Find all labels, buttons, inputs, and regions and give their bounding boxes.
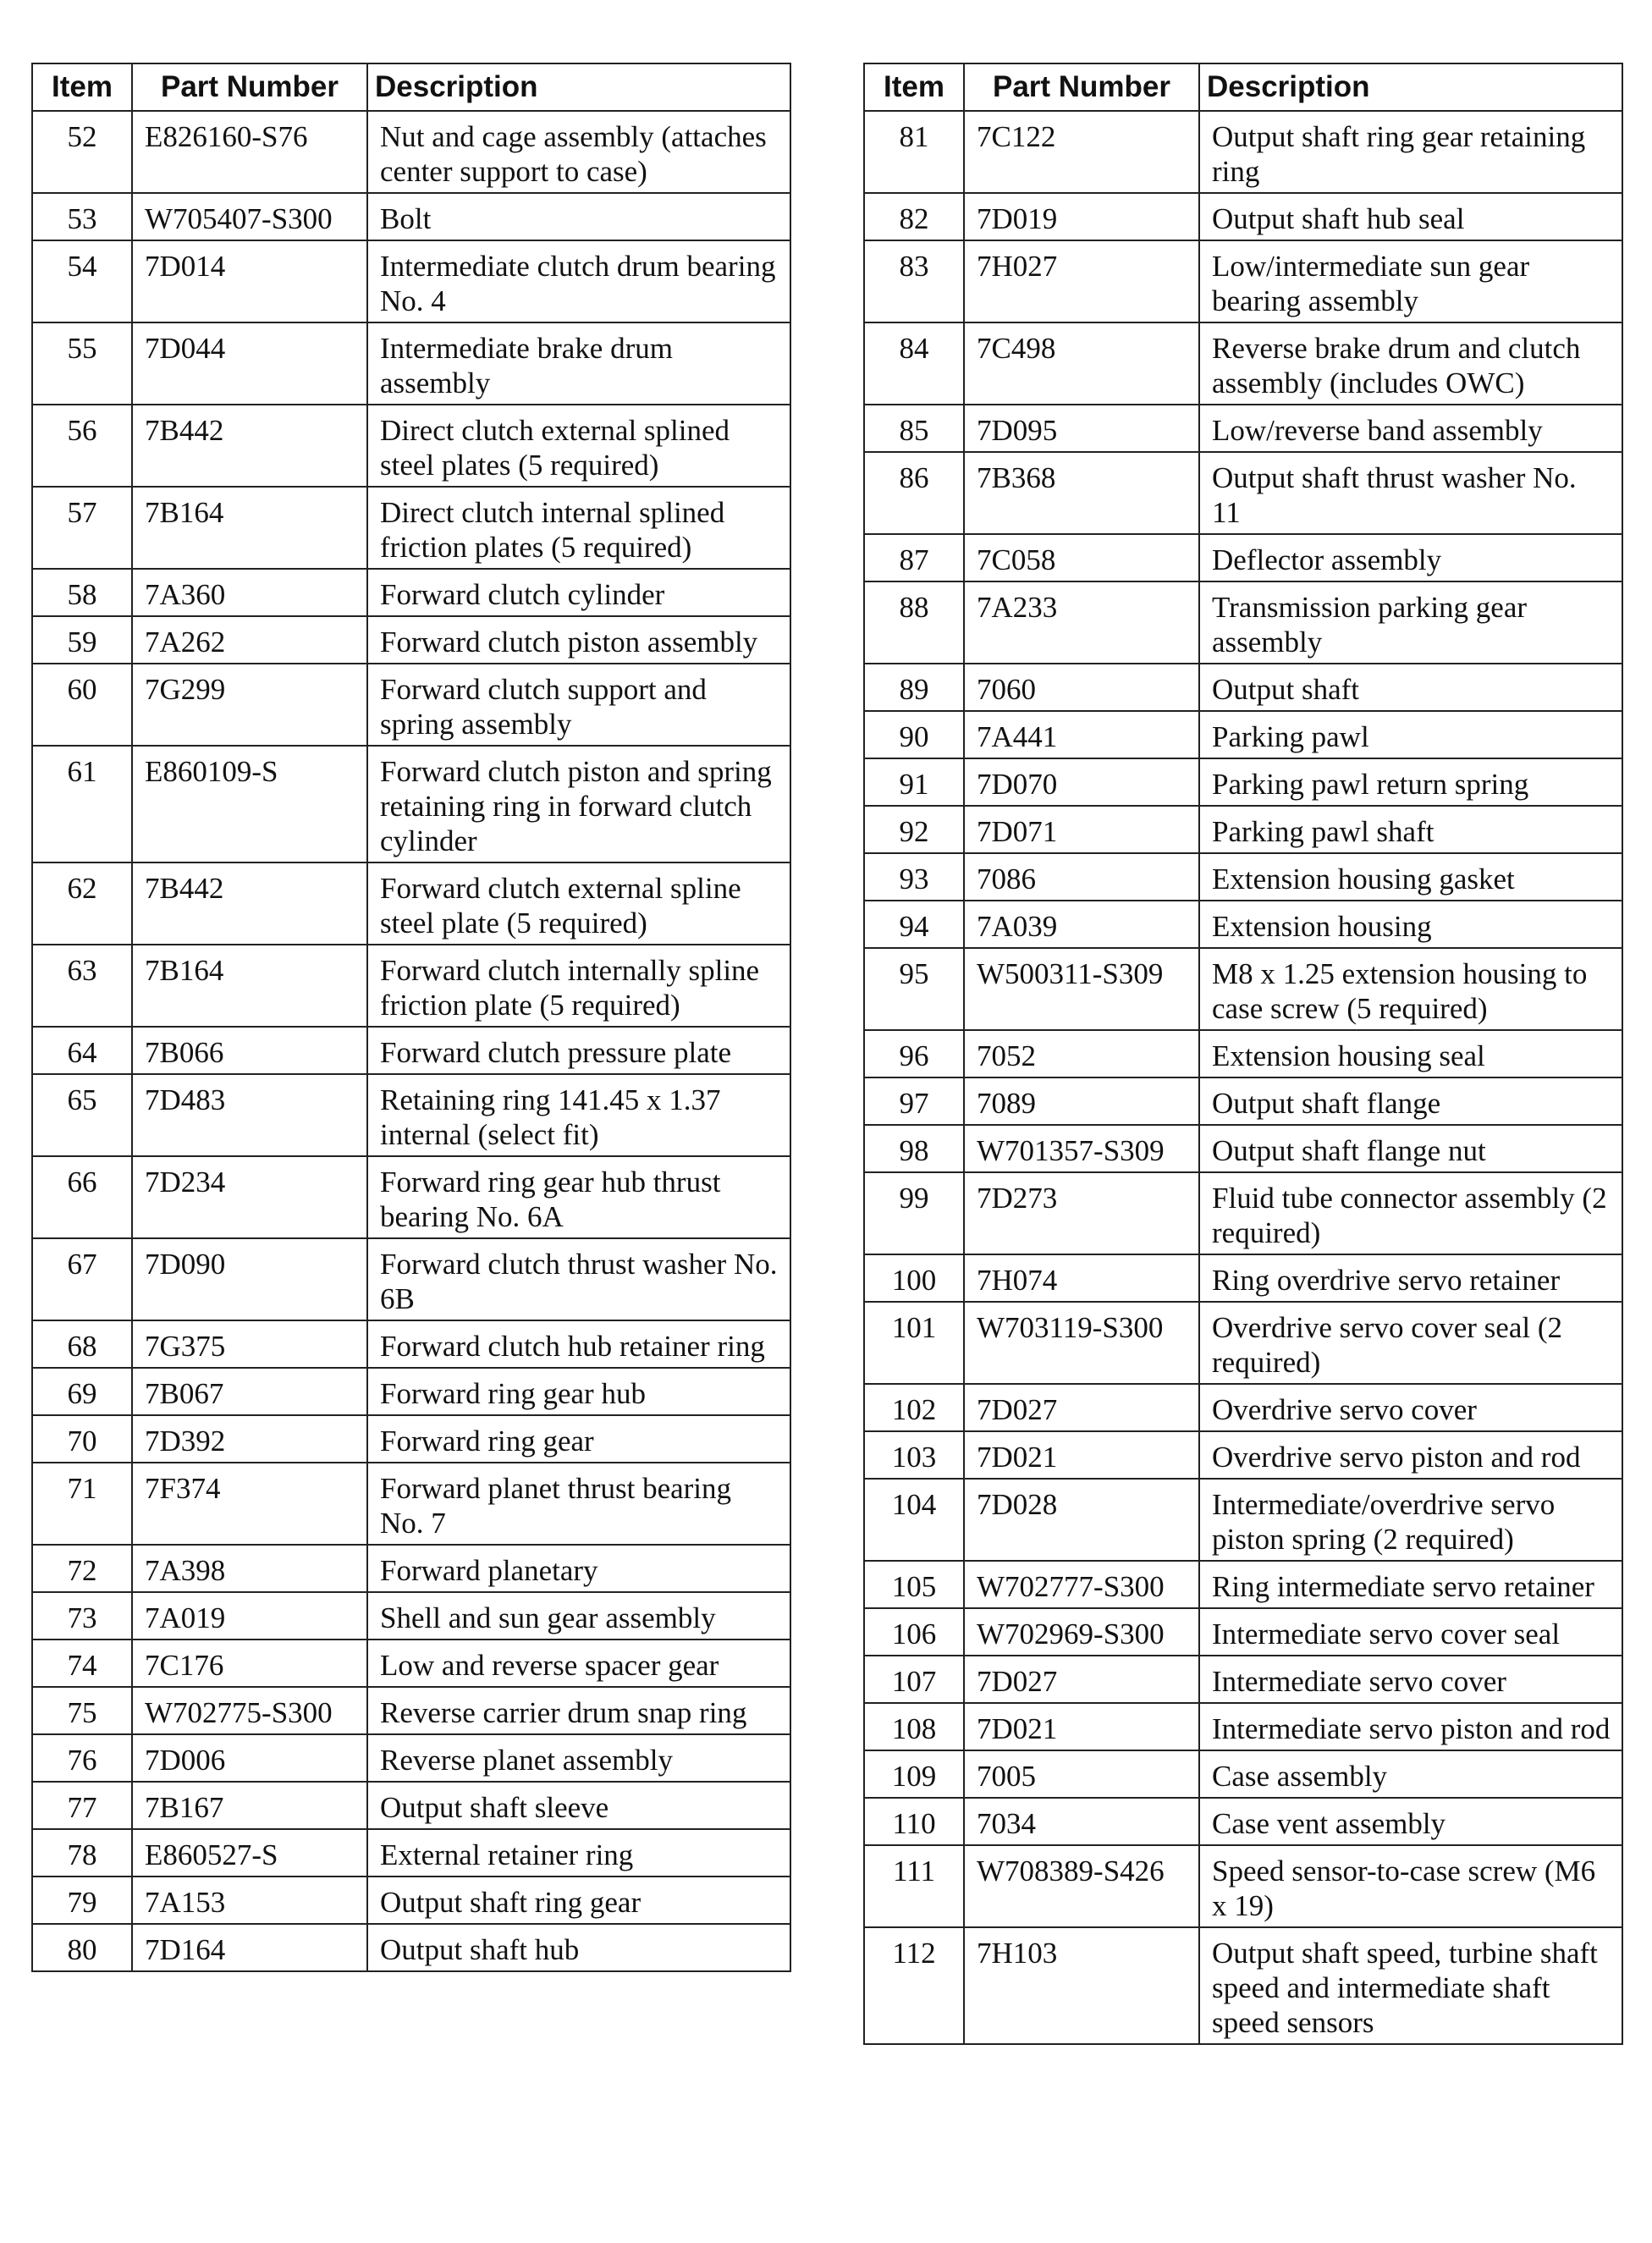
part-number-cell: W702777-S300	[964, 1561, 1199, 1608]
item-number-cell: 60	[32, 664, 132, 746]
item-number-cell: 73	[32, 1592, 132, 1640]
part-number-cell: 7C122	[964, 111, 1199, 193]
table-row	[864, 1384, 1622, 1431]
table-row	[32, 1027, 790, 1074]
table-row	[32, 1592, 790, 1640]
part-number-cell: 7D164	[132, 1924, 367, 1971]
description-cell: External retainer ring	[367, 1829, 790, 1877]
part-number-cell: 7A360	[132, 569, 367, 616]
description-cell: Intermediate clutch drum bearing No. 4	[367, 240, 790, 322]
item-number-cell: 106	[864, 1608, 964, 1656]
description-cell: Parking pawl	[1199, 711, 1622, 758]
description-cell: Forward clutch pressure plate	[367, 1027, 790, 1074]
table-row	[864, 1703, 1622, 1750]
part-number-cell: 7B067	[132, 1368, 367, 1415]
description-cell: Output shaft flange nut	[1199, 1125, 1622, 1172]
table-row	[864, 1561, 1622, 1608]
item-number-cell: 84	[864, 322, 964, 405]
item-number-cell: 94	[864, 901, 964, 948]
part-number-cell: 7C176	[132, 1640, 367, 1687]
part-number-cell: 7D021	[964, 1431, 1199, 1479]
column-header-part-number: Part Number	[132, 63, 367, 111]
description-cell: Overdrive servo cover seal (2 required)	[1199, 1302, 1622, 1384]
description-cell: Output shaft ring gear	[367, 1877, 790, 1924]
description-cell: Transmission parking gear assembly	[1199, 581, 1622, 664]
part-number-cell: 7A441	[964, 711, 1199, 758]
description-cell: Forward clutch piston and spring retaining ring in forward clutch cylinder	[367, 746, 790, 862]
table-row	[864, 1125, 1622, 1172]
item-number-cell: 78	[32, 1829, 132, 1877]
table-row	[864, 405, 1622, 452]
item-number-cell: 61	[32, 746, 132, 862]
item-number-cell: 57	[32, 487, 132, 569]
table-row	[864, 1254, 1622, 1302]
table-row	[864, 1656, 1622, 1703]
description-cell: Forward clutch cylinder	[367, 569, 790, 616]
part-number-cell: 7089	[964, 1077, 1199, 1125]
item-number-cell: 69	[32, 1368, 132, 1415]
part-number-cell: 7D014	[132, 240, 367, 322]
item-number-cell: 80	[32, 1924, 132, 1971]
item-number-cell: 68	[32, 1320, 132, 1368]
table-row	[864, 1750, 1622, 1798]
item-number-cell: 98	[864, 1125, 964, 1172]
item-number-cell: 81	[864, 111, 964, 193]
item-number-cell: 82	[864, 193, 964, 240]
table-row	[32, 1687, 790, 1734]
table-row	[32, 862, 790, 945]
table-row	[32, 405, 790, 487]
table-row	[864, 711, 1622, 758]
table-header	[864, 63, 1622, 111]
description-cell: Forward ring gear	[367, 1415, 790, 1463]
table-row	[864, 1927, 1622, 2044]
table-row	[864, 452, 1622, 534]
column-header-description: Description	[367, 63, 790, 111]
table-row	[32, 945, 790, 1027]
item-number-cell: 54	[32, 240, 132, 322]
part-number-cell: 7D234	[132, 1156, 367, 1238]
item-number-cell: 66	[32, 1156, 132, 1238]
item-number-cell: 72	[32, 1545, 132, 1592]
item-number-cell: 89	[864, 664, 964, 711]
item-number-cell: 77	[32, 1782, 132, 1829]
part-number-cell: 7A019	[132, 1592, 367, 1640]
table-row	[32, 1238, 790, 1320]
part-number-cell: 7B066	[132, 1027, 367, 1074]
column-header-part-number: Part Number	[964, 63, 1199, 111]
item-number-cell: 52	[32, 111, 132, 193]
item-number-cell: 85	[864, 405, 964, 452]
table-row	[864, 901, 1622, 948]
table-row	[32, 616, 790, 664]
description-cell: Intermediate servo cover	[1199, 1656, 1622, 1703]
item-number-cell: 67	[32, 1238, 132, 1320]
description-cell: Bolt	[367, 193, 790, 240]
description-cell: Extension housing gasket	[1199, 853, 1622, 901]
table-row	[864, 853, 1622, 901]
item-number-cell: 65	[32, 1074, 132, 1156]
item-number-cell: 79	[32, 1877, 132, 1924]
item-number-cell: 87	[864, 534, 964, 581]
description-cell: Direct clutch internal splined friction plates (5 required)	[367, 487, 790, 569]
part-number-cell: 7C498	[964, 322, 1199, 405]
description-cell: Fluid tube connector assembly (2 required)	[1199, 1172, 1622, 1254]
part-number-cell: W705407-S300	[132, 193, 367, 240]
part-number-cell: 7D006	[132, 1734, 367, 1782]
description-cell: Forward clutch internally spline friction plate (5 required)	[367, 945, 790, 1027]
table-row	[864, 1608, 1622, 1656]
description-cell: Parking pawl shaft	[1199, 806, 1622, 853]
item-number-cell: 56	[32, 405, 132, 487]
part-number-cell: 7052	[964, 1030, 1199, 1077]
table-row	[32, 322, 790, 405]
parts-table-right	[863, 63, 1623, 2045]
item-number-cell: 102	[864, 1384, 964, 1431]
table-row	[32, 240, 790, 322]
description-cell: Nut and cage assembly (attaches center support to case)	[367, 111, 790, 193]
description-cell: Low/reverse band assembly	[1199, 405, 1622, 452]
description-cell: Output shaft flange	[1199, 1077, 1622, 1125]
table-row	[32, 1545, 790, 1592]
item-number-cell: 92	[864, 806, 964, 853]
description-cell: Forward ring gear hub thrust bearing No. 6A	[367, 1156, 790, 1238]
table-body	[32, 111, 790, 1971]
item-number-cell: 108	[864, 1703, 964, 1750]
part-number-cell: 7034	[964, 1798, 1199, 1845]
table-row	[864, 1030, 1622, 1077]
description-cell: Output shaft	[1199, 664, 1622, 711]
description-cell: Case vent assembly	[1199, 1798, 1622, 1845]
table-row	[864, 1845, 1622, 1927]
part-number-cell: 7D027	[964, 1656, 1199, 1703]
part-number-cell: 7D392	[132, 1415, 367, 1463]
description-cell: Intermediate servo piston and rod	[1199, 1703, 1622, 1750]
description-cell: Direct clutch external splined steel plates (5 required)	[367, 405, 790, 487]
table-row	[864, 534, 1622, 581]
part-number-cell: 7005	[964, 1750, 1199, 1798]
item-number-cell: 107	[864, 1656, 964, 1703]
item-number-cell: 90	[864, 711, 964, 758]
table-row	[32, 1156, 790, 1238]
description-cell: Intermediate servo cover seal	[1199, 1608, 1622, 1656]
part-number-cell: E860527-S	[132, 1829, 367, 1877]
table-row	[32, 664, 790, 746]
description-cell: Extension housing	[1199, 901, 1622, 948]
item-number-cell: 91	[864, 758, 964, 806]
description-cell: Reverse brake drum and clutch assembly (includes OWC)	[1199, 322, 1622, 405]
header-row	[32, 63, 790, 111]
part-number-cell: W702775-S300	[132, 1687, 367, 1734]
item-number-cell: 112	[864, 1927, 964, 2044]
table-row	[32, 1877, 790, 1924]
table-row	[864, 1431, 1622, 1479]
table-row	[864, 948, 1622, 1030]
table-body	[864, 111, 1622, 2044]
table-row	[864, 1479, 1622, 1561]
table-row	[32, 193, 790, 240]
item-number-cell: 58	[32, 569, 132, 616]
item-number-cell: 74	[32, 1640, 132, 1687]
description-cell: Extension housing seal	[1199, 1030, 1622, 1077]
description-cell: Output shaft ring gear retaining ring	[1199, 111, 1622, 193]
part-number-cell: 7A233	[964, 581, 1199, 664]
description-cell: Output shaft thrust washer No. 11	[1199, 452, 1622, 534]
part-number-cell: 7C058	[964, 534, 1199, 581]
part-number-cell: 7A262	[132, 616, 367, 664]
item-number-cell: 105	[864, 1561, 964, 1608]
description-cell: Forward clutch external spline steel plate (5 required)	[367, 862, 790, 945]
table-row	[32, 1640, 790, 1687]
description-cell: Overdrive servo piston and rod	[1199, 1431, 1622, 1479]
part-number-cell: 7B164	[132, 945, 367, 1027]
description-cell: Output shaft hub	[367, 1924, 790, 1971]
description-cell: Reverse planet assembly	[367, 1734, 790, 1782]
description-cell: Forward clutch thrust washer No. 6B	[367, 1238, 790, 1320]
header-row	[864, 63, 1622, 111]
part-number-cell: 7D483	[132, 1074, 367, 1156]
part-number-cell: 7H103	[964, 1927, 1199, 2044]
table-row	[32, 1829, 790, 1877]
part-number-cell: 7F374	[132, 1463, 367, 1545]
table-row	[32, 487, 790, 569]
item-number-cell: 104	[864, 1479, 964, 1561]
description-cell: Forward clutch piston assembly	[367, 616, 790, 664]
description-cell: Case assembly	[1199, 1750, 1622, 1798]
description-cell: Intermediate/overdrive servo piston spring (2 required)	[1199, 1479, 1622, 1561]
item-number-cell: 55	[32, 322, 132, 405]
table-row	[864, 581, 1622, 664]
part-number-cell: 7D027	[964, 1384, 1199, 1431]
description-cell: Overdrive servo cover	[1199, 1384, 1622, 1431]
description-cell: M8 x 1.25 extension housing to case screw (5 required)	[1199, 948, 1622, 1030]
description-cell: Retaining ring 141.45 x 1.37 internal (select fit)	[367, 1074, 790, 1156]
table-row	[864, 111, 1622, 193]
table-row	[864, 193, 1622, 240]
part-number-cell: 7H074	[964, 1254, 1199, 1302]
part-number-cell: W701357-S309	[964, 1125, 1199, 1172]
table-row	[864, 1798, 1622, 1845]
item-number-cell: 109	[864, 1750, 964, 1798]
description-cell: Parking pawl return spring	[1199, 758, 1622, 806]
part-number-cell: 7086	[964, 853, 1199, 901]
table-row	[864, 322, 1622, 405]
table-row	[32, 1368, 790, 1415]
item-number-cell: 93	[864, 853, 964, 901]
item-number-cell: 110	[864, 1798, 964, 1845]
part-number-cell: 7B442	[132, 862, 367, 945]
description-cell: Ring overdrive servo retainer	[1199, 1254, 1622, 1302]
part-number-cell: W703119-S300	[964, 1302, 1199, 1384]
item-number-cell: 70	[32, 1415, 132, 1463]
part-number-cell: 7A153	[132, 1877, 367, 1924]
part-number-cell: 7D070	[964, 758, 1199, 806]
part-number-cell: 7D090	[132, 1238, 367, 1320]
part-number-cell: W702969-S300	[964, 1608, 1199, 1656]
table-row	[32, 1415, 790, 1463]
part-number-cell: 7G299	[132, 664, 367, 746]
part-number-cell: E860109-S	[132, 746, 367, 862]
item-number-cell: 62	[32, 862, 132, 945]
item-number-cell: 100	[864, 1254, 964, 1302]
item-number-cell: 95	[864, 948, 964, 1030]
part-number-cell: 7D095	[964, 405, 1199, 452]
part-number-cell: 7D273	[964, 1172, 1199, 1254]
part-number-cell: 7B368	[964, 452, 1199, 534]
part-number-cell: 7D071	[964, 806, 1199, 853]
description-cell: Forward clutch hub retainer ring	[367, 1320, 790, 1368]
part-number-cell: 7D021	[964, 1703, 1199, 1750]
item-number-cell: 76	[32, 1734, 132, 1782]
description-cell: Output shaft hub seal	[1199, 193, 1622, 240]
item-number-cell: 101	[864, 1302, 964, 1384]
description-cell: Low and reverse spacer gear	[367, 1640, 790, 1687]
item-number-cell: 83	[864, 240, 964, 322]
part-number-cell: W500311-S309	[964, 948, 1199, 1030]
description-cell: Forward planet thrust bearing No. 7	[367, 1463, 790, 1545]
description-cell: Speed sensor-to-case screw (M6 x 19)	[1199, 1845, 1622, 1927]
part-number-cell: 7A039	[964, 901, 1199, 948]
item-number-cell: 99	[864, 1172, 964, 1254]
item-number-cell: 75	[32, 1687, 132, 1734]
description-cell: Shell and sun gear assembly	[367, 1592, 790, 1640]
item-number-cell: 59	[32, 616, 132, 664]
part-number-cell: 7G375	[132, 1320, 367, 1368]
description-cell: Low/intermediate sun gear bearing assembly	[1199, 240, 1622, 322]
table-row	[32, 1320, 790, 1368]
table-row	[32, 1924, 790, 1971]
table-row	[32, 1782, 790, 1829]
description-cell: Deflector assembly	[1199, 534, 1622, 581]
part-number-cell: 7060	[964, 664, 1199, 711]
column-header-item: Item	[864, 63, 964, 111]
item-number-cell: 53	[32, 193, 132, 240]
part-number-cell: 7D044	[132, 322, 367, 405]
part-number-cell: 7D028	[964, 1479, 1199, 1561]
description-cell: Reverse carrier drum snap ring	[367, 1687, 790, 1734]
description-cell: Forward clutch support and spring assembly	[367, 664, 790, 746]
item-number-cell: 88	[864, 581, 964, 664]
part-number-cell: 7D019	[964, 193, 1199, 240]
table-row	[32, 1074, 790, 1156]
part-number-cell: E826160-S76	[132, 111, 367, 193]
table-row	[864, 240, 1622, 322]
item-number-cell: 103	[864, 1431, 964, 1479]
table-row	[32, 746, 790, 862]
part-number-cell: 7B167	[132, 1782, 367, 1829]
description-cell: Forward ring gear hub	[367, 1368, 790, 1415]
table-row	[864, 1172, 1622, 1254]
table-row	[32, 111, 790, 193]
table-row	[864, 806, 1622, 853]
part-number-cell: W708389-S426	[964, 1845, 1199, 1927]
description-cell: Forward planetary	[367, 1545, 790, 1592]
table-row	[864, 758, 1622, 806]
item-number-cell: 96	[864, 1030, 964, 1077]
item-number-cell: 63	[32, 945, 132, 1027]
column-header-item: Item	[32, 63, 132, 111]
table-row	[864, 1302, 1622, 1384]
part-number-cell: 7A398	[132, 1545, 367, 1592]
table-row	[864, 1077, 1622, 1125]
description-cell: Output shaft speed, turbine shaft speed and intermediate shaft speed sensors	[1199, 1927, 1622, 2044]
item-number-cell: 71	[32, 1463, 132, 1545]
parts-table-left	[31, 63, 791, 1972]
table-row	[32, 1734, 790, 1782]
table-row	[32, 569, 790, 616]
table-header	[32, 63, 790, 111]
part-number-cell: 7B164	[132, 487, 367, 569]
item-number-cell: 97	[864, 1077, 964, 1125]
part-number-cell: 7B442	[132, 405, 367, 487]
part-number-cell: 7H027	[964, 240, 1199, 322]
item-number-cell: 86	[864, 452, 964, 534]
item-number-cell: 111	[864, 1845, 964, 1927]
table-row	[864, 664, 1622, 711]
column-header-description: Description	[1199, 63, 1622, 111]
description-cell: Output shaft sleeve	[367, 1782, 790, 1829]
description-cell: Ring intermediate servo retainer	[1199, 1561, 1622, 1608]
description-cell: Intermediate brake drum assembly	[367, 322, 790, 405]
item-number-cell: 64	[32, 1027, 132, 1074]
table-row	[32, 1463, 790, 1545]
